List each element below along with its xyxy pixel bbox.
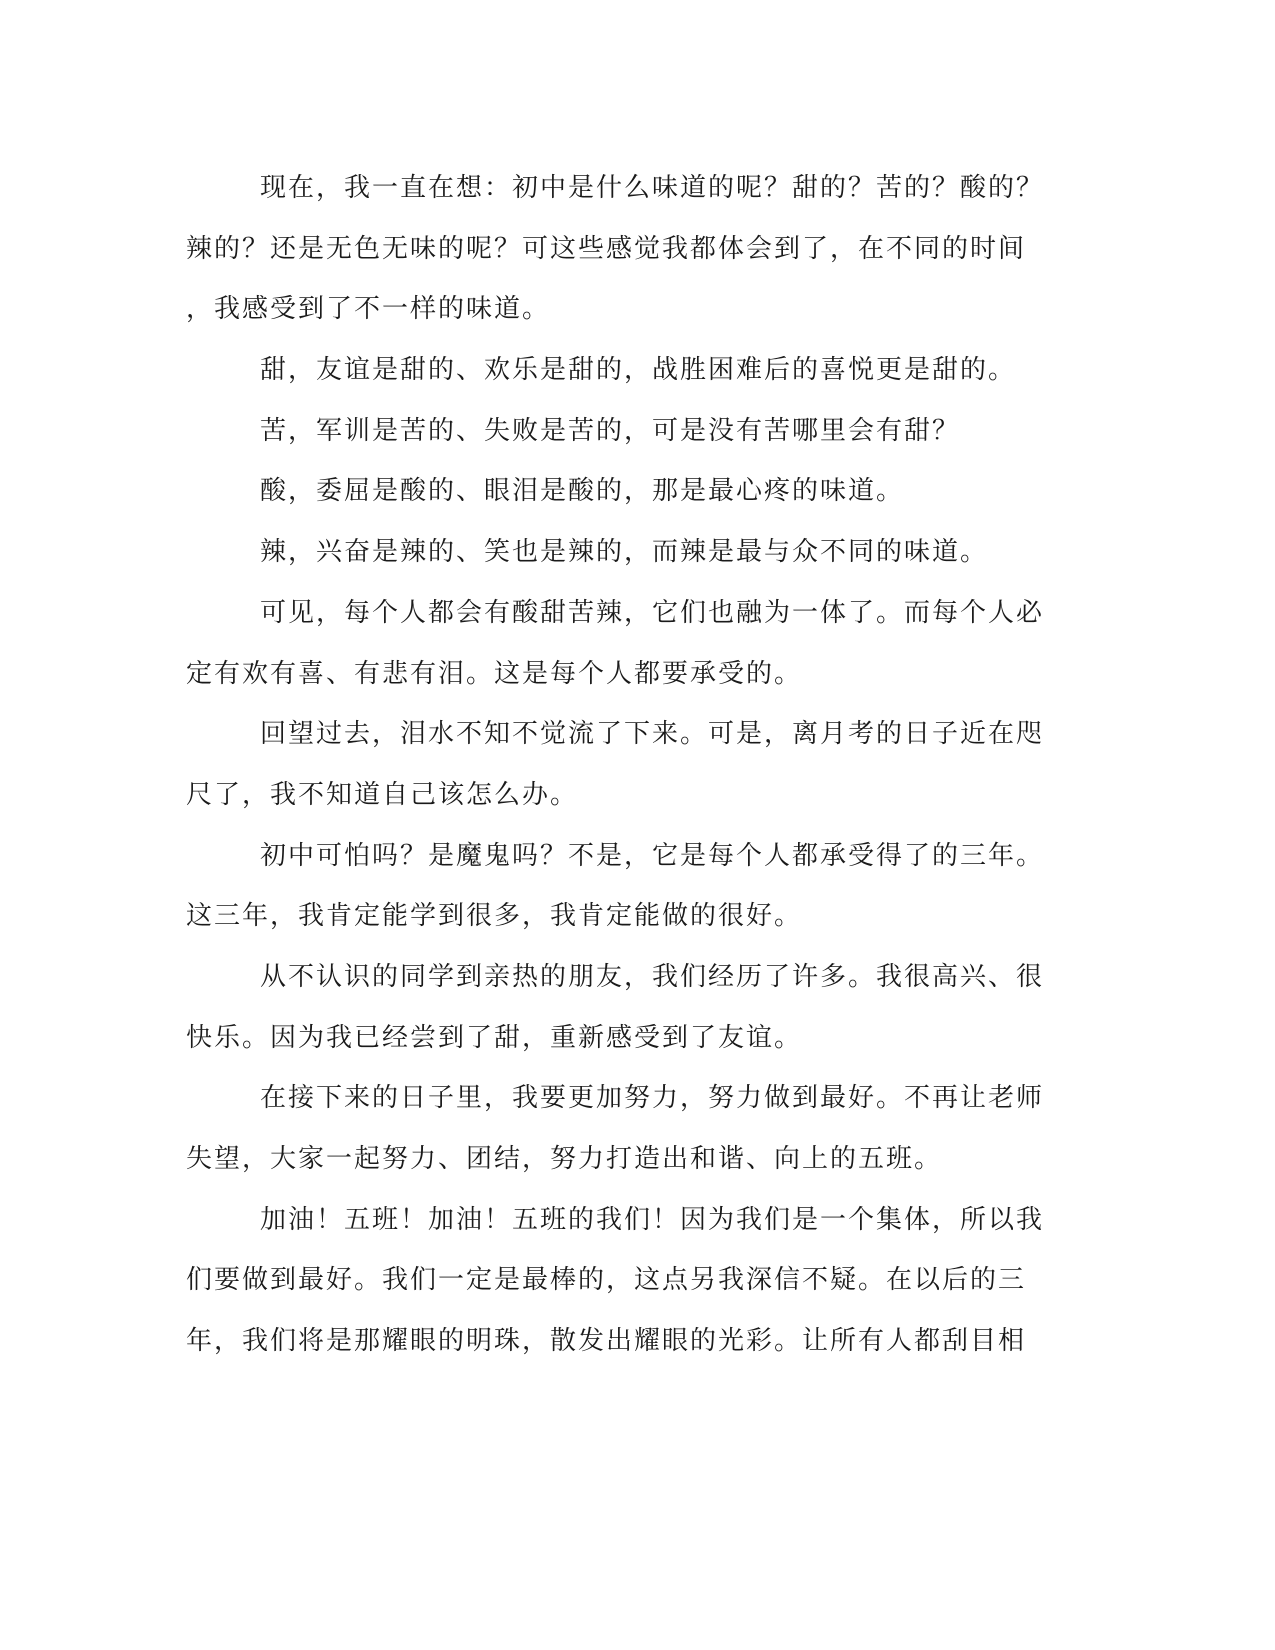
- text-line: 甜，友谊是甜的、欢乐是甜的，战胜困难后的喜悦更是甜的。: [260, 355, 1017, 386]
- text-line: 年，我们将是那耀眼的明珠，散发出耀眼的光彩。让所有人都刮目相: [186, 1326, 1027, 1357]
- text-line: 在接下来的日子里，我要更加努力，努力做到最好。不再让老师: [260, 1083, 1045, 1114]
- text-line: 苦，军训是苦的、失败是苦的，可是没有苦哪里会有甜？: [260, 415, 961, 446]
- text-line: 可见，每个人都会有酸甜苦辣，它们也融为一体了。而每个人必: [260, 597, 1045, 628]
- text-line: 这三年，我肯定能学到很多，我肯定能做的很好。: [186, 901, 803, 932]
- text-line: 们要做到最好。我们一定是最棒的，这点另我深信不疑。在以后的三: [186, 1265, 1027, 1296]
- text-line: 酸，委屈是酸的、眼泪是酸的，那是最心疼的味道。: [260, 476, 905, 507]
- text-line: 辣，兴奋是辣的、笑也是辣的，而辣是最与众不同的味道。: [260, 537, 989, 568]
- text-line: 现在，我一直在想：初中是什么味道的呢？甜的？苦的？酸的？: [260, 173, 1045, 203]
- text-line: 失望，大家一起努力、团结，努力打造出和谐、向上的五班。: [186, 1144, 943, 1174]
- text-line: 快乐。因为我已经尝到了甜，重新感受到了友谊。: [186, 1022, 803, 1053]
- text-line: 辣的？还是无色无味的呢？可这些感觉我都体会到了，在不同的时间: [186, 233, 1027, 264]
- document-body: [186, 158, 1086, 1372]
- text-line: 回望过去，泪水不知不觉流了下来。可是，离月考的日子近在咫: [260, 719, 1045, 750]
- text-line: 从不认识的同学到亲热的朋友，我们经历了许多。我很高兴、很: [260, 961, 1045, 992]
- text-line: 初中可怕吗？是魔鬼吗？不是，它是每个人都承受得了的三年。: [260, 840, 1045, 871]
- text-line: 尺了，我不知道自己该怎么办。: [186, 779, 579, 810]
- text-line: 定有欢有喜、有悲有泪。这是每个人都要承受的。: [186, 658, 803, 689]
- text-line: 加油！五班！加油！五班的我们！因为我们是一个集体，所以我: [260, 1204, 1045, 1235]
- text-line: ，我感受到了不一样的味道。: [186, 294, 551, 325]
